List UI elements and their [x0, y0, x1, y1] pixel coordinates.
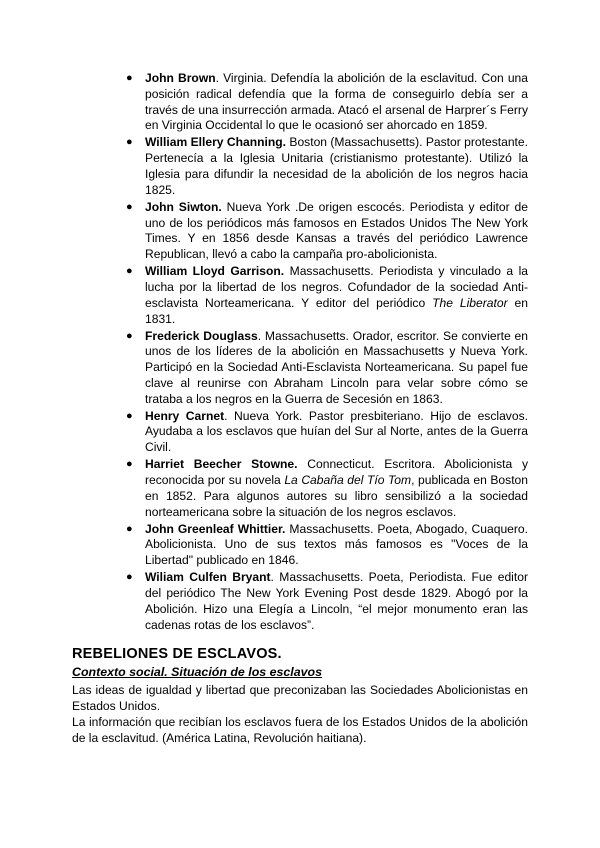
section-paragraph-1: Las ideas de igualdad y libertad que preconizaban las Sociedades Abolicionistas en Estados Unidos.: [72, 683, 528, 713]
person-name: John Greenleaf Whittier.: [145, 521, 286, 536]
person-description: Boston (Massachusetts). Pastor protestante. Pertenecía a la Iglesia Unitaria (cristianismo protestante). Utilizó la Iglesia para difundir la necesidad de la abolición de los negros hacia 1825.: [145, 135, 529, 197]
person-description: Nueva York .De origen escocés. Periodista y editor de uno de los periódicos más famosos en Estados Unidos The New York Times. Y en 1856 desde Kansas a través del periódico Lawrence Republican, llevó a cabo la campaña pro-abolicionista.: [145, 199, 528, 262]
person-name: John Siwton.: [145, 199, 222, 214]
person-description: . Massachusetts. Orador, escritor. Se convierte en unos de los líderes de la abolición en Massachusetts y Nueva York. Participó en la Sociedad Anti-Esclavista Norteamericana. Su papel fue clave al reunirse con Abraham Lincoln para velar sobre cómo se trataba a los negros en la Guerra de Secesión en 1863.: [145, 328, 529, 406]
bullet-icon: ●: [126, 571, 133, 584]
person-name: Wiliam Culfen Bryant: [145, 570, 271, 585]
person-description: Massachusetts. Poeta, Abogado, Cuaquero. Abolicionista. Uno de sus textos más famosos es "Voces de la Libertad" publicado en 1846.: [145, 521, 529, 568]
newspaper-title: The Liberator: [432, 295, 508, 310]
person-name: John Brown: [145, 71, 216, 85]
bullet-icon: ●: [126, 72, 133, 84]
list-item: [126, 199, 528, 263]
person-name: William Lloyd Garrison.: [145, 264, 285, 279]
section-paragraph-2: La información que recibían los esclavos fuera de los Estados Unidos de la abolición de la esclavitud. (América Latina, Revolución haitiana).: [72, 715, 528, 745]
person-name: Henry Carnet: [145, 408, 225, 423]
bullet-icon: ●: [126, 522, 133, 535]
bullet-icon: ●: [126, 458, 133, 471]
person-description: . Massachusetts. Poeta, Periodista. Fue editor del periódico The New York Evening Post desde 1829. Abogó por la Abolición. Hizo una Elegía a Lincoln, “el mejor monumento eran las cadenas rotas de los esclavos”.: [145, 570, 528, 632]
bullet-icon: ●: [126, 200, 133, 213]
person-description: Massachusetts. Periodista y vinculado a la lucha por la libertad de los negros. Cofundador de la sociedad Anti-esclavista Norteamericana. Y editor del periódico: [145, 264, 528, 310]
list-item: [126, 328, 529, 408]
list-item: [126, 408, 528, 456]
person-description: . Virginia. Defendía la abolición de la esclavitud. Con una posición radical defendía que la forma de conseguirlo debía ser a través de una insurrección armada. Atacó el arsenal de Harprer´s Ferry en Virginia Occidental lo que le ocasionó ser ahorcado en 1859.: [145, 71, 528, 133]
person-description: . Nueva York. Pastor presbiteriano. Hijo de esclavos. Ayudaba a los esclavos que huían del Sur al Norte, antes de la Guerra Civil.: [145, 408, 528, 455]
person-name: William Ellery Channing.: [145, 135, 287, 150]
person-name: Frederick Douglass: [145, 328, 258, 343]
list-item: [126, 264, 528, 327]
bullet-icon: ●: [126, 265, 133, 278]
person-name: Harriet Beecher Stowne.: [145, 457, 298, 472]
person-description: Connecticut. Escritora. Abolicionista y reconocida por su novela: [145, 457, 528, 488]
bullet-icon: ●: [126, 329, 133, 342]
person-description-end: en 1831.: [145, 295, 528, 326]
bullet-icon: ●: [126, 409, 133, 422]
list-item: [126, 71, 528, 134]
list-item: [126, 570, 528, 633]
bullet-icon: ●: [126, 136, 133, 149]
abolitionist-list: [126, 71, 529, 635]
list-item: [126, 135, 529, 198]
person-description-end: , publicada en Boston en 1852. Para algunos autores su libro sensibilizó a la sociedad norteamericana sobre la situación de los negros esclavos.: [145, 473, 529, 519]
list-item: [126, 457, 529, 520]
section-title: REBELIONES DE ESCLAVOS.: [72, 646, 282, 662]
novel-title: La Cabaña del Tío Tom: [284, 473, 412, 488]
section-subtitle: Contexto social. Situación de los esclavos: [72, 665, 322, 679]
list-item: [126, 521, 529, 569]
